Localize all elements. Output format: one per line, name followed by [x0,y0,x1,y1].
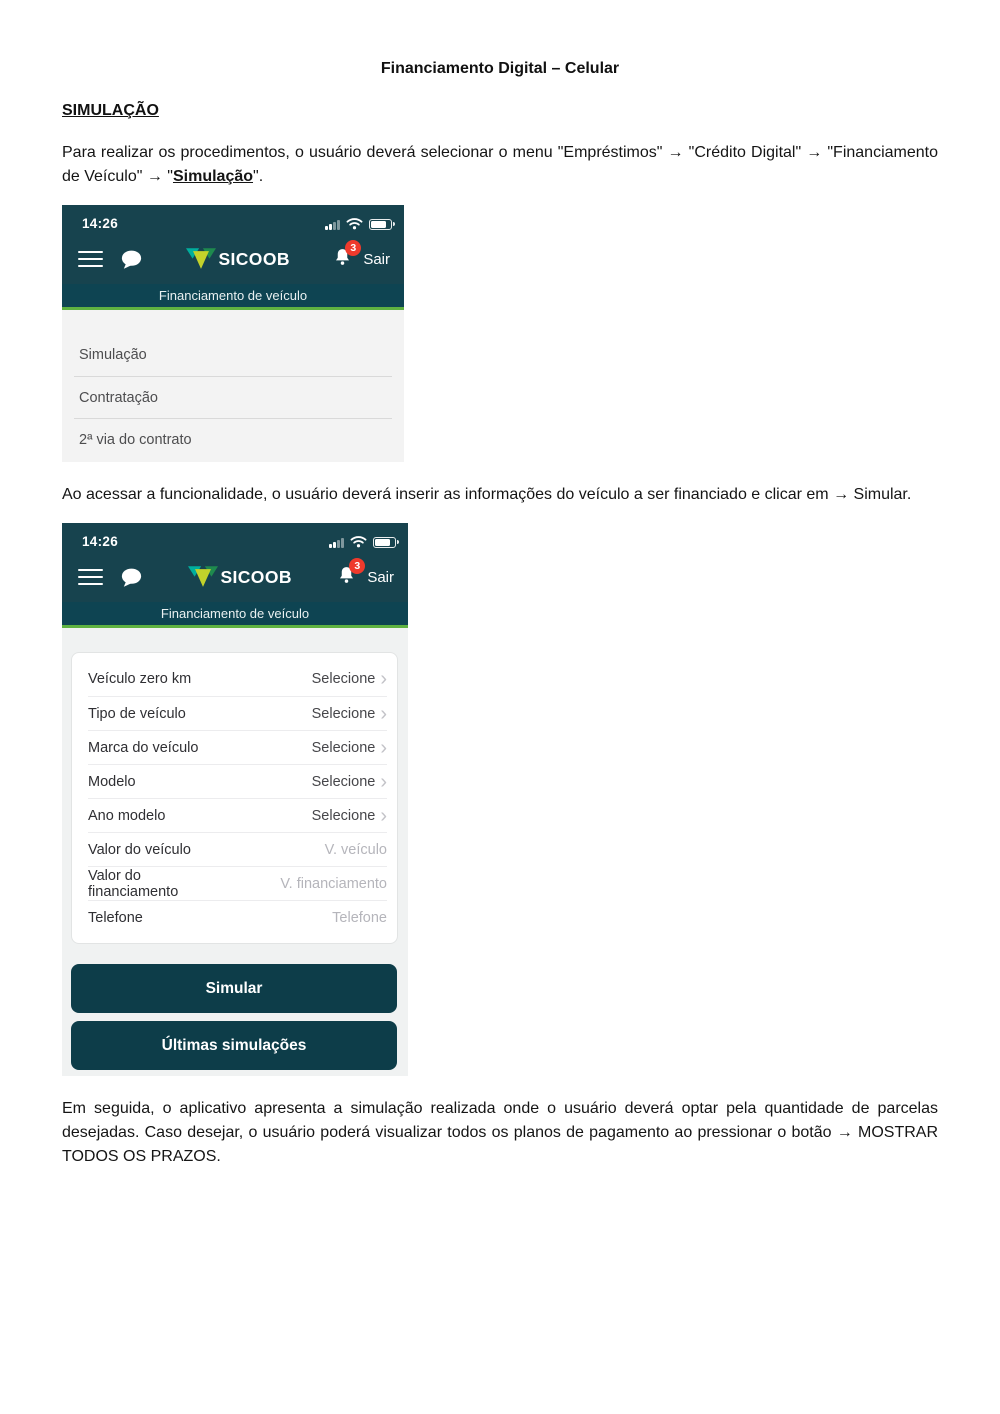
notifications-button[interactable] [337,559,361,590]
form-row-label: Telefone [88,909,143,926]
page-title: Financiamento Digital – Celular [380,60,620,77]
paragraph-intro [62,141,938,189]
wifi-icon [346,217,363,230]
hamburger-menu-icon[interactable] [78,569,103,586]
chevron-right-icon: › [380,702,387,725]
paragraph-intro-bold: Simulação [172,168,254,185]
notification-badge: 3 [345,240,361,256]
logout-button[interactable]: Sair [363,250,390,268]
app-nav-bar [62,238,404,284]
form-row-label: Valor do financiamento [88,867,179,900]
chevron-right-icon: › [380,804,387,827]
battery-icon [373,537,396,549]
form-row-marca-veiculo[interactable] [88,730,387,764]
screen-title-bar: Financiamento de veículo [62,602,408,625]
notification-badge: 3 [349,558,365,574]
accent-divider [62,307,404,310]
menu-item-segunda-via[interactable]: 2ª via do contrato [74,418,392,460]
battery-icon [369,219,392,231]
form-row-label: Tipo de veículo [88,705,186,722]
status-bar [62,205,404,238]
form-row-value: Selecione [311,705,376,722]
form-row-value: Selecione [311,671,376,687]
sicoob-wordmark: SICOOB [220,566,292,587]
sicoob-logo-icon [188,566,218,589]
chevron-right-icon: › [380,668,387,690]
form-row-telefone [88,900,387,934]
sicoob-logo [143,248,333,271]
app-nav-bar [62,556,408,602]
paragraph-result: Em seguida, o aplicativo apresenta a simulação realizada onde o usuário deverá optar pela quantidade de parcelas desejadas. Caso desejar, o usuário poderá visualizar todos os planos de pagamento ao pressionar o botão → MOSTRAR TODOS OS PRAZOS. [62,1100,938,1165]
form-row-label: Veículo zero km [88,671,192,687]
logout-button[interactable]: Sair [367,568,394,586]
form-row-label: Ano modelo [88,807,166,824]
section-heading: SIMULAÇÃO [62,102,159,119]
chevron-right-icon: › [380,736,387,759]
form-row-valor-financiamento [88,866,387,900]
paragraph-intro-text: Para realizar os procedimentos, o usuário deverá selecionar o menu "Empréstimos" → "Crédito Digital" → "Financiamento de Veículo" → " [62,144,938,185]
form-row-ano-modelo[interactable] [88,798,387,832]
form-row-label: Marca do veículo [88,739,199,756]
accent-divider [62,625,408,628]
status-bar [62,523,408,556]
nav-left [78,249,143,270]
menu-item-contratacao[interactable]: Contratação [74,376,392,418]
form-row-label: Valor do veículo [88,841,191,858]
status-icons [329,535,396,548]
form-row-veiculo-zero-km[interactable] [88,662,387,696]
nav-right [337,559,394,590]
hamburger-menu-icon[interactable] [78,251,103,268]
cellular-signal-icon [325,219,340,230]
form-row-value: Selecione [311,773,376,790]
screen-title-bar: Financiamento de veículo [62,284,404,307]
form-row-label: Modelo [88,773,136,790]
phone-screenshot-form [62,523,408,1076]
nav-right [333,241,390,272]
simular-button[interactable]: Simular [71,964,397,1013]
sicoob-logo-icon [186,248,216,271]
form-row-value: Selecione [311,739,376,756]
status-time: 14:26 [82,216,119,231]
telefone-input[interactable] [200,910,387,926]
simulation-form-card [71,652,398,944]
ultimas-simulacoes-button[interactable]: Últimas simulações [71,1021,397,1070]
cellular-signal-icon [329,537,344,548]
valor-financiamento-input[interactable] [200,876,387,892]
chat-icon[interactable] [120,567,143,588]
paragraph-access: Ao acessar a funcionalidade, o usuário deverá inserir as informações do veículo a ser financiado e clicar em → Simular. [62,486,912,503]
form-row-tipo-veiculo[interactable] [88,696,387,730]
wifi-icon [350,535,367,548]
phone-screenshot-menu [62,205,404,462]
notifications-button[interactable] [333,241,357,272]
valor-veiculo-input[interactable] [200,842,387,858]
feature-menu [74,334,392,460]
form-buttons [62,944,408,1070]
paragraph-intro-suffix: ". [253,168,264,185]
chevron-right-icon: › [380,770,387,793]
sicoob-wordmark: SICOOB [218,248,290,269]
chat-icon[interactable] [120,249,143,270]
nav-left [78,567,143,588]
form-row-modelo[interactable] [88,764,387,798]
status-icons [325,217,392,230]
form-row-valor-veiculo [88,832,387,866]
form-row-value: Selecione [311,807,376,824]
sicoob-logo [143,566,337,589]
menu-item-simulacao[interactable]: Simulação [79,347,147,363]
status-time: 14:26 [82,534,119,549]
